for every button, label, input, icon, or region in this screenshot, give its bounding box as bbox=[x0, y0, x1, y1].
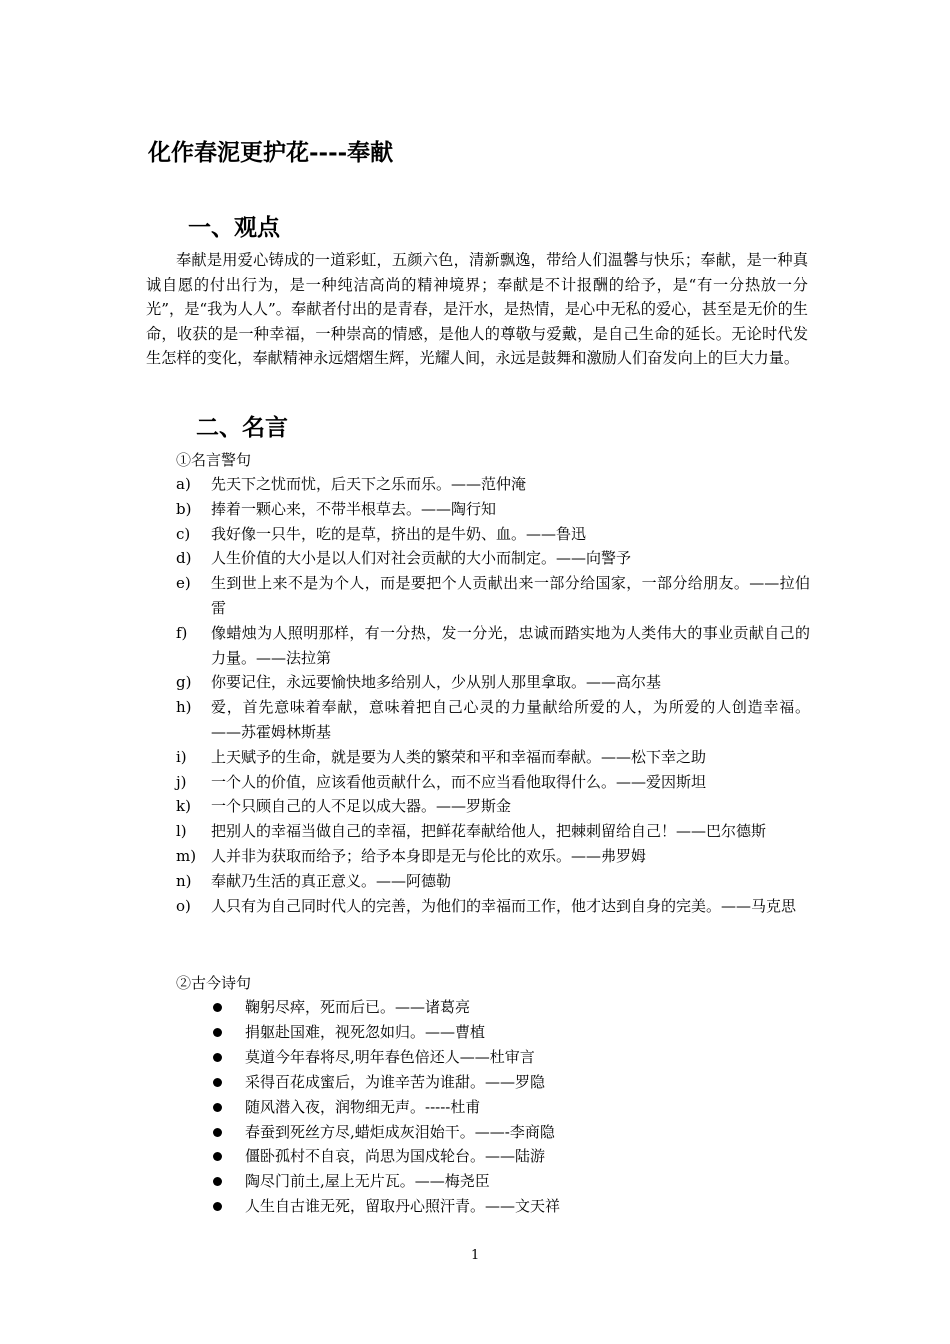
bullet-icon bbox=[213, 1202, 222, 1211]
quote-text: 爱，首先意味着奉献，意味着把自己心灵的力量献给所爱的人，为所爱的人创造幸福。——苏霍姆林斯基 bbox=[211, 698, 810, 741]
quote-text: 我好像一只牛，吃的是草，挤出的是牛奶、血。——鲁迅 bbox=[211, 524, 587, 543]
quote-marker: d) bbox=[176, 549, 192, 568]
quote-text: 你要记住，永远要愉快地多给别人，少从别人那里拿取。——高尔基 bbox=[211, 673, 662, 692]
poem-text: 随风潜入夜，润物细无声。-----杜甫 bbox=[245, 1097, 481, 1116]
quote-text: 奉献乃生活的真正意义。——阿德勒 bbox=[211, 871, 452, 890]
poem-text: 僵卧孤村不自哀，尚思为国戍轮台。——陆游 bbox=[245, 1147, 546, 1166]
quote-item bbox=[176, 621, 810, 671]
quote-item bbox=[176, 745, 810, 770]
poem-item bbox=[212, 995, 560, 1020]
poem-item bbox=[212, 1095, 560, 1120]
quote-marker: l) bbox=[176, 822, 187, 841]
quote-item bbox=[176, 670, 810, 695]
poem-item bbox=[212, 1144, 560, 1169]
quote-item bbox=[176, 894, 810, 919]
poem-text: 陶尽门前土,屋上无片瓦。——梅尧臣 bbox=[245, 1172, 490, 1191]
quote-marker: h) bbox=[176, 698, 192, 717]
quote-item bbox=[176, 546, 810, 571]
poem-text: 人生自古谁无死，留取丹心照汗青。——文天祥 bbox=[245, 1197, 561, 1216]
bullet-icon bbox=[213, 1103, 222, 1112]
poem-item bbox=[212, 1045, 560, 1070]
quote-marker: m) bbox=[176, 846, 197, 865]
bullet-icon bbox=[213, 1152, 222, 1161]
quote-text: 一个人的价值，应该看他贡献什么，而不应当看他取得什么。——爱因斯坦 bbox=[211, 772, 707, 791]
section-heading-quotes: 二、名言 bbox=[196, 414, 288, 441]
poem-item bbox=[212, 1194, 560, 1219]
poems-list bbox=[212, 995, 560, 1219]
quote-marker: j) bbox=[176, 772, 187, 791]
poem-item bbox=[212, 1120, 560, 1145]
quote-marker: o) bbox=[176, 896, 191, 915]
bullet-icon bbox=[213, 1003, 222, 1012]
page-number: 1 bbox=[471, 1248, 480, 1263]
bullet-icon bbox=[213, 1177, 222, 1186]
poem-text: 捐躯赴国难，视死忽如归。——曹植 bbox=[245, 1022, 486, 1041]
viewpoint-paragraph: 奉献是用爱心铸成的一道彩虹，五颜六色，清新飘逸，带给人们温馨与快乐；奉献，是一种真诚自愿的付出行为，是一种纯洁高尚的精神境界；奉献是不计报酬的给予，是“有一分热放一分光”，是“我为人人”。奉献者付出的是青春，是汗水，是热情，是心中无私的爱心，甚至是无价的生命，收获的是一种幸福，一种崇高的情感，是他人的尊敬与爱戴，是自己生命的延长。无论时代发生怎样的变化，奉献精神永远熠熠生辉，光耀人间，永远是鼓舞和激励人们奋发向上的巨大力量。 bbox=[146, 251, 808, 368]
quote-item bbox=[176, 522, 810, 547]
quote-text: 上天赋予的生命，就是要为人类的繁荣和平和幸福而奉献。——松下幸之助 bbox=[211, 747, 707, 766]
poem-item bbox=[212, 1020, 560, 1045]
quote-text: 人并非为获取而给予；给予本身即是无与伦比的欢乐。——弗罗姆 bbox=[211, 846, 647, 865]
quote-marker: i) bbox=[176, 747, 187, 766]
bullet-icon bbox=[213, 1078, 222, 1087]
quote-marker: k) bbox=[176, 797, 191, 816]
quote-text: 先天下之忧而忧，后天下之乐而乐。——范仲淹 bbox=[211, 475, 527, 493]
poem-text: 春蚕到死丝方尽,蜡炬成灰泪始干。——-李商隐 bbox=[245, 1122, 555, 1141]
quote-item bbox=[176, 794, 810, 819]
poem-text: 莫道今年春将尽,明年春色倍还人——杜审言 bbox=[245, 1047, 535, 1066]
document-title: 化作春泥更护花----奉献 bbox=[148, 139, 394, 166]
quote-text: 生到世上来不是为个人，而是要把个人贡献出来一部分给国家，一部分给朋友。——拉伯雷 bbox=[211, 574, 810, 617]
quote-marker: f) bbox=[176, 623, 188, 642]
quote-item bbox=[176, 770, 810, 795]
quote-marker: c) bbox=[176, 524, 191, 543]
quote-item bbox=[176, 869, 810, 894]
quote-text: 像蜡烛为人照明那样，有一分热，发一分光，忠诚而踏实地为人类伟大的事业贡献自己的力量。——法拉第 bbox=[211, 623, 810, 667]
poem-text: 鞠躬尽瘁，死而后已。——诸葛亮 bbox=[245, 998, 471, 1016]
quote-item bbox=[176, 819, 810, 844]
bullet-icon bbox=[213, 1028, 222, 1037]
poem-item bbox=[212, 1169, 560, 1194]
subheading-famous-quotes: ①名言警句 bbox=[176, 451, 252, 469]
quote-text: 一个只顾自己的人不足以成大器。——罗斯金 bbox=[211, 797, 512, 816]
quote-item bbox=[176, 497, 810, 522]
quote-item bbox=[176, 571, 810, 621]
quote-marker: n) bbox=[176, 871, 192, 890]
subheading-poems: ②古今诗句 bbox=[176, 974, 252, 992]
quote-item bbox=[176, 472, 810, 497]
quote-item bbox=[176, 695, 810, 745]
quote-text: 把别人的幸福当做自己的幸福，把鲜花奉献给他人，把棘刺留给自己！——巴尔德斯 bbox=[211, 822, 767, 841]
poem-text: 采得百花成蜜后，为谁辛苦为谁甜。——罗隐 bbox=[245, 1072, 546, 1091]
quote-marker: b) bbox=[176, 499, 192, 518]
bullet-icon bbox=[213, 1053, 222, 1062]
bullet-icon bbox=[213, 1128, 222, 1137]
section-heading-viewpoint: 一、观点 bbox=[188, 214, 280, 241]
quote-item bbox=[176, 844, 810, 869]
quote-marker: g) bbox=[176, 673, 192, 692]
quote-marker: e) bbox=[176, 574, 191, 593]
quote-marker: a) bbox=[176, 475, 191, 493]
quotes-list bbox=[176, 472, 810, 918]
quote-text: 捧着一颗心来，不带半根草去。——陶行知 bbox=[211, 499, 497, 518]
quote-text: 人只有为自己同时代人的完善，为他们的幸福而工作，他才达到自身的完美。——马克思 bbox=[211, 896, 797, 915]
poem-item bbox=[212, 1070, 560, 1095]
quote-text: 人生价值的大小是以人们对社会贡献的大小而制定。——向警予 bbox=[211, 549, 632, 568]
